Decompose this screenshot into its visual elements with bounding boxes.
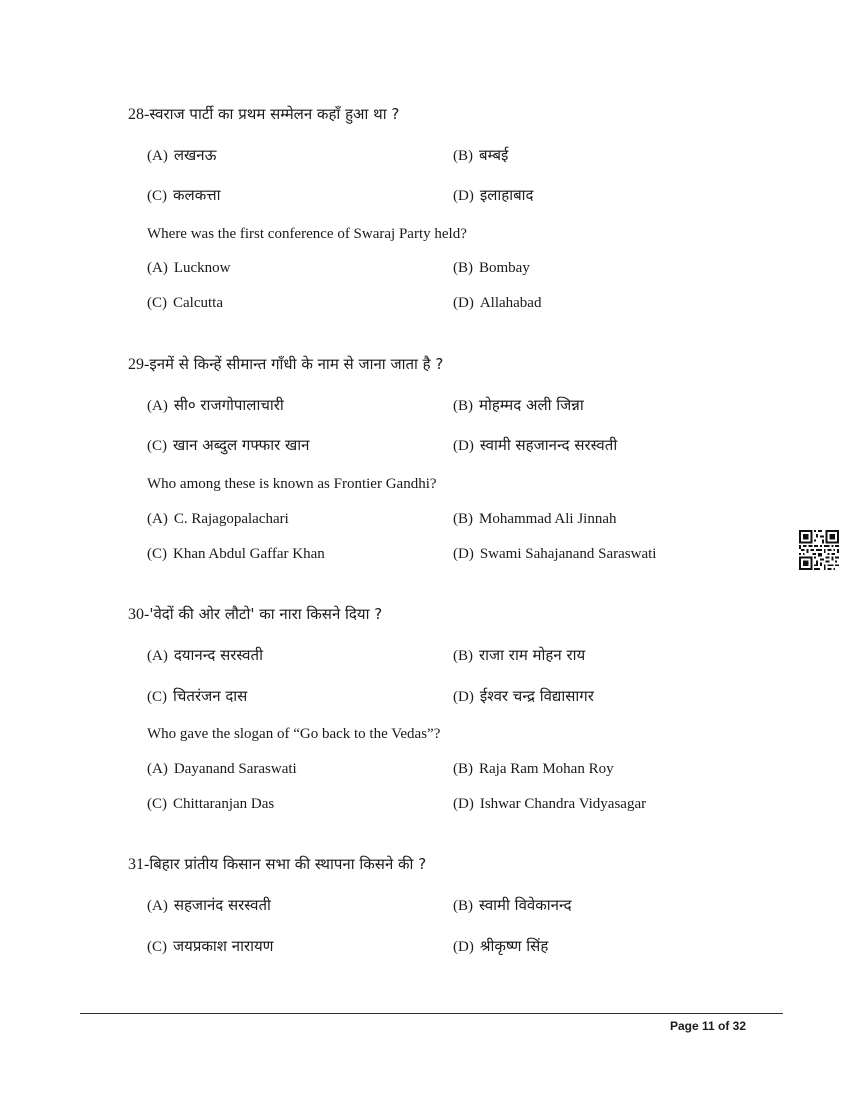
qr-code-icon (798, 530, 840, 570)
option-text: स्वामी सहजानन्द सरस्वती (479, 436, 618, 454)
question-30-hindi (128, 604, 382, 624)
question-28-hindi (128, 104, 399, 124)
option-text: ईश्वर चन्द्र विद्यासागर (479, 687, 594, 705)
option-label: (A) (147, 260, 168, 276)
option-d-english (453, 546, 656, 563)
option-text: सहजानंद सरस्वती (173, 896, 271, 914)
option-c-hindi (147, 185, 220, 205)
option-b-hindi (453, 145, 508, 165)
option-label: (B) (453, 260, 473, 276)
option-text: Calcutta (173, 295, 223, 311)
option-b-hindi (453, 895, 572, 915)
option-text: कलकत्ता (173, 186, 221, 204)
option-text: स्वामी विवेकानन्द (479, 896, 572, 914)
option-label: (D) (453, 295, 474, 311)
option-c-hindi (147, 936, 274, 956)
option-text: C. Rajagopalachari (173, 511, 289, 527)
option-text: Khan Abdul Gaffar Khan (173, 546, 325, 562)
option-d-english (453, 796, 646, 813)
option-text: मोहम्मद अली जिन्ना (479, 396, 584, 414)
option-text: श्रीकृष्ण सिंह (479, 937, 549, 955)
option-label: (D) (453, 546, 474, 562)
option-d-english (453, 295, 541, 312)
option-text: Ishwar Chandra Vidyasagar (479, 796, 647, 812)
option-text: Lucknow (173, 260, 231, 276)
option-label: (C) (147, 438, 167, 454)
option-c-hindi (147, 435, 309, 455)
option-label: (D) (453, 188, 474, 204)
option-c-hindi (147, 686, 247, 706)
option-label: (D) (453, 689, 474, 705)
option-d-hindi (453, 435, 617, 455)
option-label: (B) (453, 898, 473, 914)
question-30-english: Who gave the slogan of “Go back to the Vedas”? (147, 726, 441, 742)
question-number: 28- (128, 106, 150, 123)
option-label: (B) (453, 148, 473, 164)
option-label: (D) (453, 796, 474, 812)
option-text: Allahabad (479, 295, 542, 311)
option-label: (A) (147, 898, 168, 914)
question-29-english: Who among these is known as Frontier Gandhi? (147, 476, 437, 492)
option-label: (A) (147, 398, 168, 414)
question-31-hindi (128, 854, 426, 874)
question-text: स्वराज पार्टी का प्रथम सम्मेलन कहाँ हुआ था ? (149, 105, 400, 123)
option-b-hindi (453, 395, 584, 415)
option-text: Raja Ram Mohan Roy (479, 761, 614, 777)
option-label: (C) (147, 188, 167, 204)
option-text: Mohammad Ali Jinnah (479, 511, 617, 527)
option-a-english (147, 511, 289, 528)
option-text: खान अब्दुल गफ्फार खान (173, 436, 310, 454)
option-d-hindi (453, 686, 594, 706)
option-text: Bombay (479, 260, 530, 276)
question-number: 31- (128, 856, 150, 873)
option-label: (C) (147, 796, 167, 812)
option-d-hindi (453, 185, 534, 205)
option-text: बम्बई (479, 146, 509, 164)
option-c-english (147, 546, 325, 563)
option-label: (C) (147, 295, 167, 311)
option-label: (B) (453, 761, 473, 777)
option-label: (A) (147, 511, 168, 527)
option-text: Dayanand Saraswati (173, 761, 297, 777)
option-b-hindi (453, 645, 585, 665)
option-text: राजा राम मोहन राय (479, 646, 586, 664)
option-label: (A) (147, 648, 168, 664)
option-a-hindi (147, 895, 271, 915)
option-a-hindi (147, 145, 216, 165)
option-b-english (453, 761, 614, 778)
option-text: दयानन्द सरस्वती (173, 646, 263, 664)
option-text: Chittaranjan Das (173, 796, 275, 812)
option-b-english (453, 511, 617, 528)
option-text: जयप्रकाश नारायण (173, 937, 274, 955)
question-29-hindi (128, 354, 443, 374)
option-a-hindi (147, 645, 263, 665)
option-text: Swami Sahajanand Saraswati (479, 546, 657, 562)
option-a-english (147, 761, 297, 778)
option-label: (C) (147, 546, 167, 562)
option-c-english (147, 796, 274, 813)
option-b-english (453, 260, 530, 277)
option-text: इलाहाबाद (479, 186, 534, 204)
question-28-english: Where was the first conference of Swaraj Party held? (147, 226, 467, 242)
option-a-hindi (147, 395, 284, 415)
option-label: (B) (453, 511, 473, 527)
option-d-hindi (453, 936, 548, 956)
option-label: (D) (453, 438, 474, 454)
option-c-english (147, 295, 223, 312)
option-label: (C) (147, 689, 167, 705)
option-label: (B) (453, 398, 473, 414)
option-label: (D) (453, 939, 474, 955)
page-number: Page 11 of 32 (669, 1019, 746, 1033)
footer-divider (80, 1013, 783, 1014)
option-label: (A) (147, 761, 168, 777)
question-text: 'वेदों की ओर लौटो' का नारा किसने दिया ? (149, 605, 383, 623)
option-label: (C) (147, 939, 167, 955)
option-text: चितरंजन दास (173, 687, 248, 705)
question-text: इनमें से किन्हें सीमान्त गाँधी के नाम से जाना जाता है ? (149, 355, 444, 373)
option-label: (B) (453, 648, 473, 664)
question-number: 29- (128, 356, 150, 373)
question-text: बिहार प्रांतीय किसान सभा की स्थापना किसने की ? (149, 855, 427, 873)
option-label: (A) (147, 148, 168, 164)
option-text: लखनऊ (173, 146, 217, 164)
option-text: सी० राजगोपालाचारी (173, 396, 284, 414)
option-a-english (147, 260, 230, 277)
question-number: 30- (128, 606, 150, 623)
